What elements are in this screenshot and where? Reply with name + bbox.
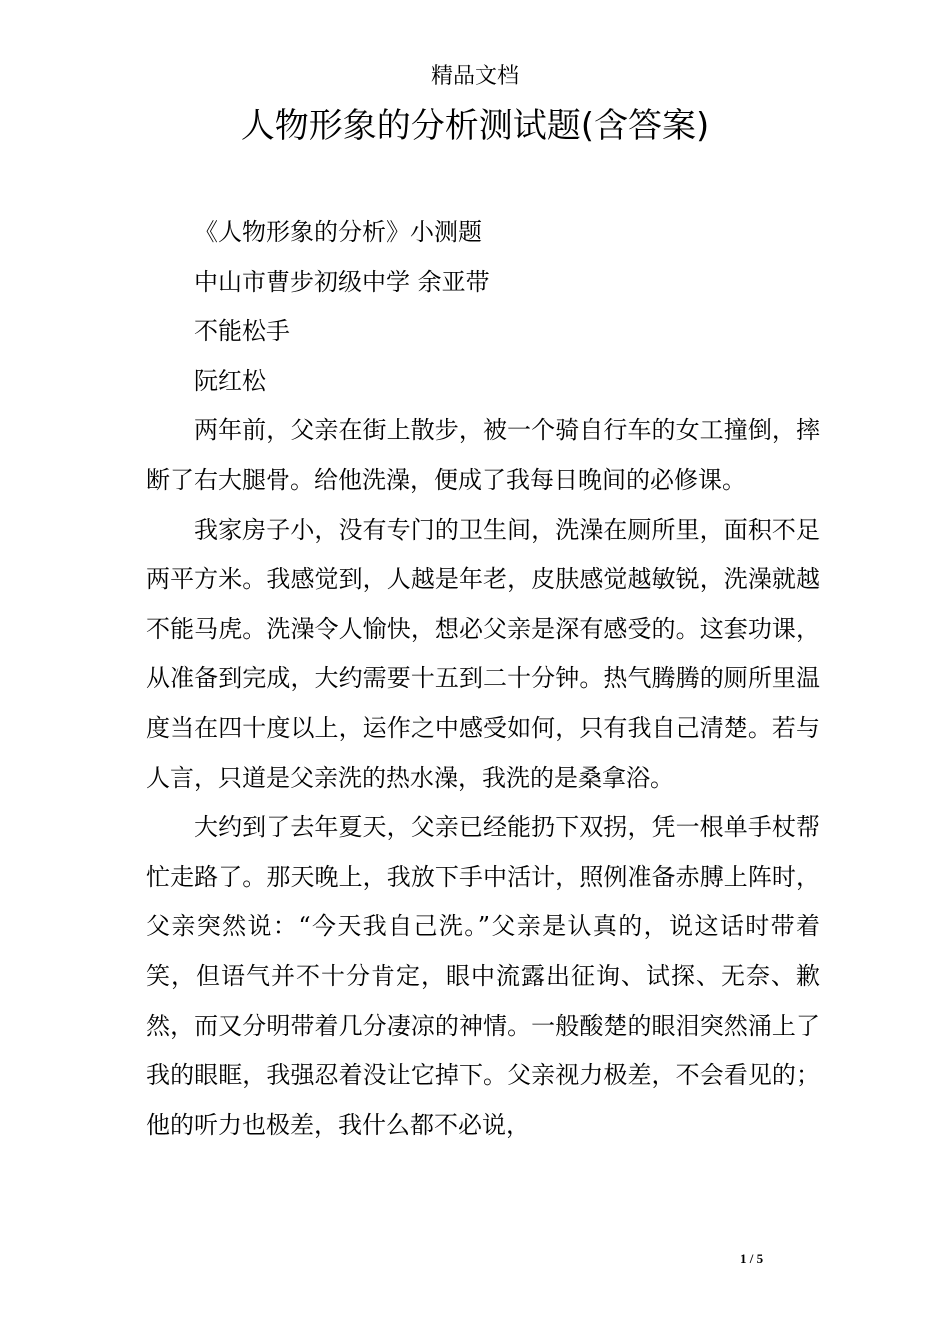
paragraph-article-author: 阮红松 — [194, 366, 266, 395]
paragraph-body-3: 大约到了去年夏天，父亲已经能扔下双拐，凭一根单手杖帮忙走路了。那天晚上，我放下手中活计，照例准备赤膊上阵时，父亲突然说：“今天我自己洗。”父亲是认真的，说这话时带着笑，但语气并不十分肯定，眼中流露出征询、试探、无奈、歉然，而又分明带着几分凄凉的神情。一般酸楚的眼泪突然涌上了我的眼眶，我强忍着没让它掉下。父亲视力极差，不会看见的；他的听力也极差，我什么都不必说， — [146, 813, 820, 1139]
paragraph-body-1: 两年前，父亲在街上散步，被一个骑自行车的女工撞倒，摔断了右大腿骨。给他洗澡，便成了我每日晚间的必修课。 — [146, 416, 820, 494]
paragraph-article-title: 不能松手 — [194, 317, 290, 346]
paragraph-quiz-title: 《人物形象的分析》小测题 — [194, 218, 482, 246]
paragraph-author-line: 中山市曹步初级中学 余亚带 — [194, 267, 490, 296]
document-title: 人物形象的分析测试题(含答案) — [240, 106, 710, 146]
document-body — [146, 208, 820, 1150]
page-header — [0, 62, 950, 92]
paragraph-body-2: 我家房子小，没有专门的卫生间，洗澡在厕所里，面积不足两平方米。我感觉到，人越是年老，皮肤感觉越敏锐，洗澡就越不能马虎。洗澡令人愉快，想必父亲是深有感受的。这套功课，从准备到完成，大约需要十五到二十分钟。热气腾腾的厕所里温度当在四十度以上，运作之中感受如何，只有我自己清楚。若与人言，只道是父亲洗的热水澡，我洗的是桑拿浴。 — [146, 515, 820, 792]
header-label: 精品文档 — [430, 64, 519, 89]
page-number: 1 / 5 — [740, 1251, 764, 1266]
